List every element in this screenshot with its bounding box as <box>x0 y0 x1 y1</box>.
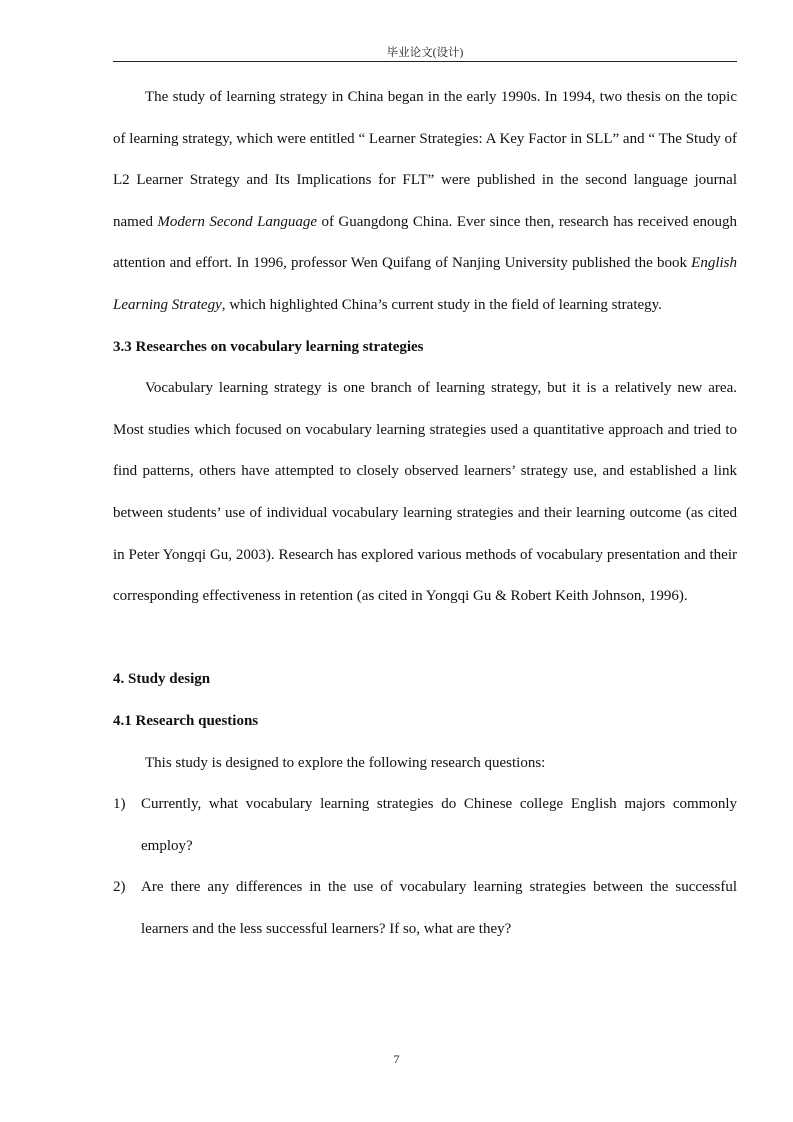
book-title: English Learning Strategy <box>113 255 737 313</box>
header-divider <box>113 61 737 62</box>
list-number: 1) <box>113 796 126 813</box>
paragraph-text: of Guangdong China. Ever since then, research has received enough attention and effort. In 1996, professor Wen Quifang of Nanjing University published the book <box>113 213 738 272</box>
page-header: 毕业论文(设计) <box>386 47 464 59</box>
paragraph-china-learning-strategy <box>113 77 737 327</box>
section-heading-4-1: 4.1 Research questions <box>113 712 259 729</box>
list-text: Are there any differences in the use of vocabulary learning strategies between the successful learners and the less successful learners? If so, what are they? <box>141 879 737 937</box>
list-item <box>113 867 737 950</box>
spacer <box>113 618 737 660</box>
page-body <box>113 77 737 950</box>
journal-title: Modern Second Language <box>157 213 318 230</box>
paragraph-vocabulary-strategy: Vocabulary learning strategy is one branch of learning strategy, but it is a relatively new area. Most studies which focused on vocabulary learning strategies used a quantitative approach and tried to find patterns, others have attempted to closely observed learners’ strategy use, and established a link between students’ use of individual vocabulary learning strategies and their learning outcome (as cited in Peter Yongqi Gu, 2003). Research has explored various methods of vocabulary presentation and their corresponding effectiveness in retention (as cited in Yongqi Gu & Robert Keith Johnson, 1996). <box>113 380 737 605</box>
list-number: 2) <box>113 879 126 896</box>
list-item <box>113 784 737 867</box>
paragraph-text: The study of learning strategy in China began in the early 1990s. In 1994, two thesis on the topic of learning strategy, which were entitled “ Learner Strategies: A Key Factor in SLL” and “ The Study of L2 Learner Strategy and Its Implications for FLT” were published in the second language journal named <box>113 89 737 230</box>
section-heading-3-3: 3.3 Researches on vocabulary learning strategies <box>113 338 424 355</box>
section-heading-4: 4. Study design <box>113 671 211 688</box>
page-number: 7 <box>393 1052 400 1066</box>
paragraph-text: , which highlighted China’s current study in the field of learning strategy. <box>221 296 662 313</box>
paragraph-research-questions-intro: This study is designed to explore the following research questions: <box>145 754 546 771</box>
list-text: Currently, what vocabulary learning strategies do Chinese college English majors commonly employ? <box>141 796 737 854</box>
